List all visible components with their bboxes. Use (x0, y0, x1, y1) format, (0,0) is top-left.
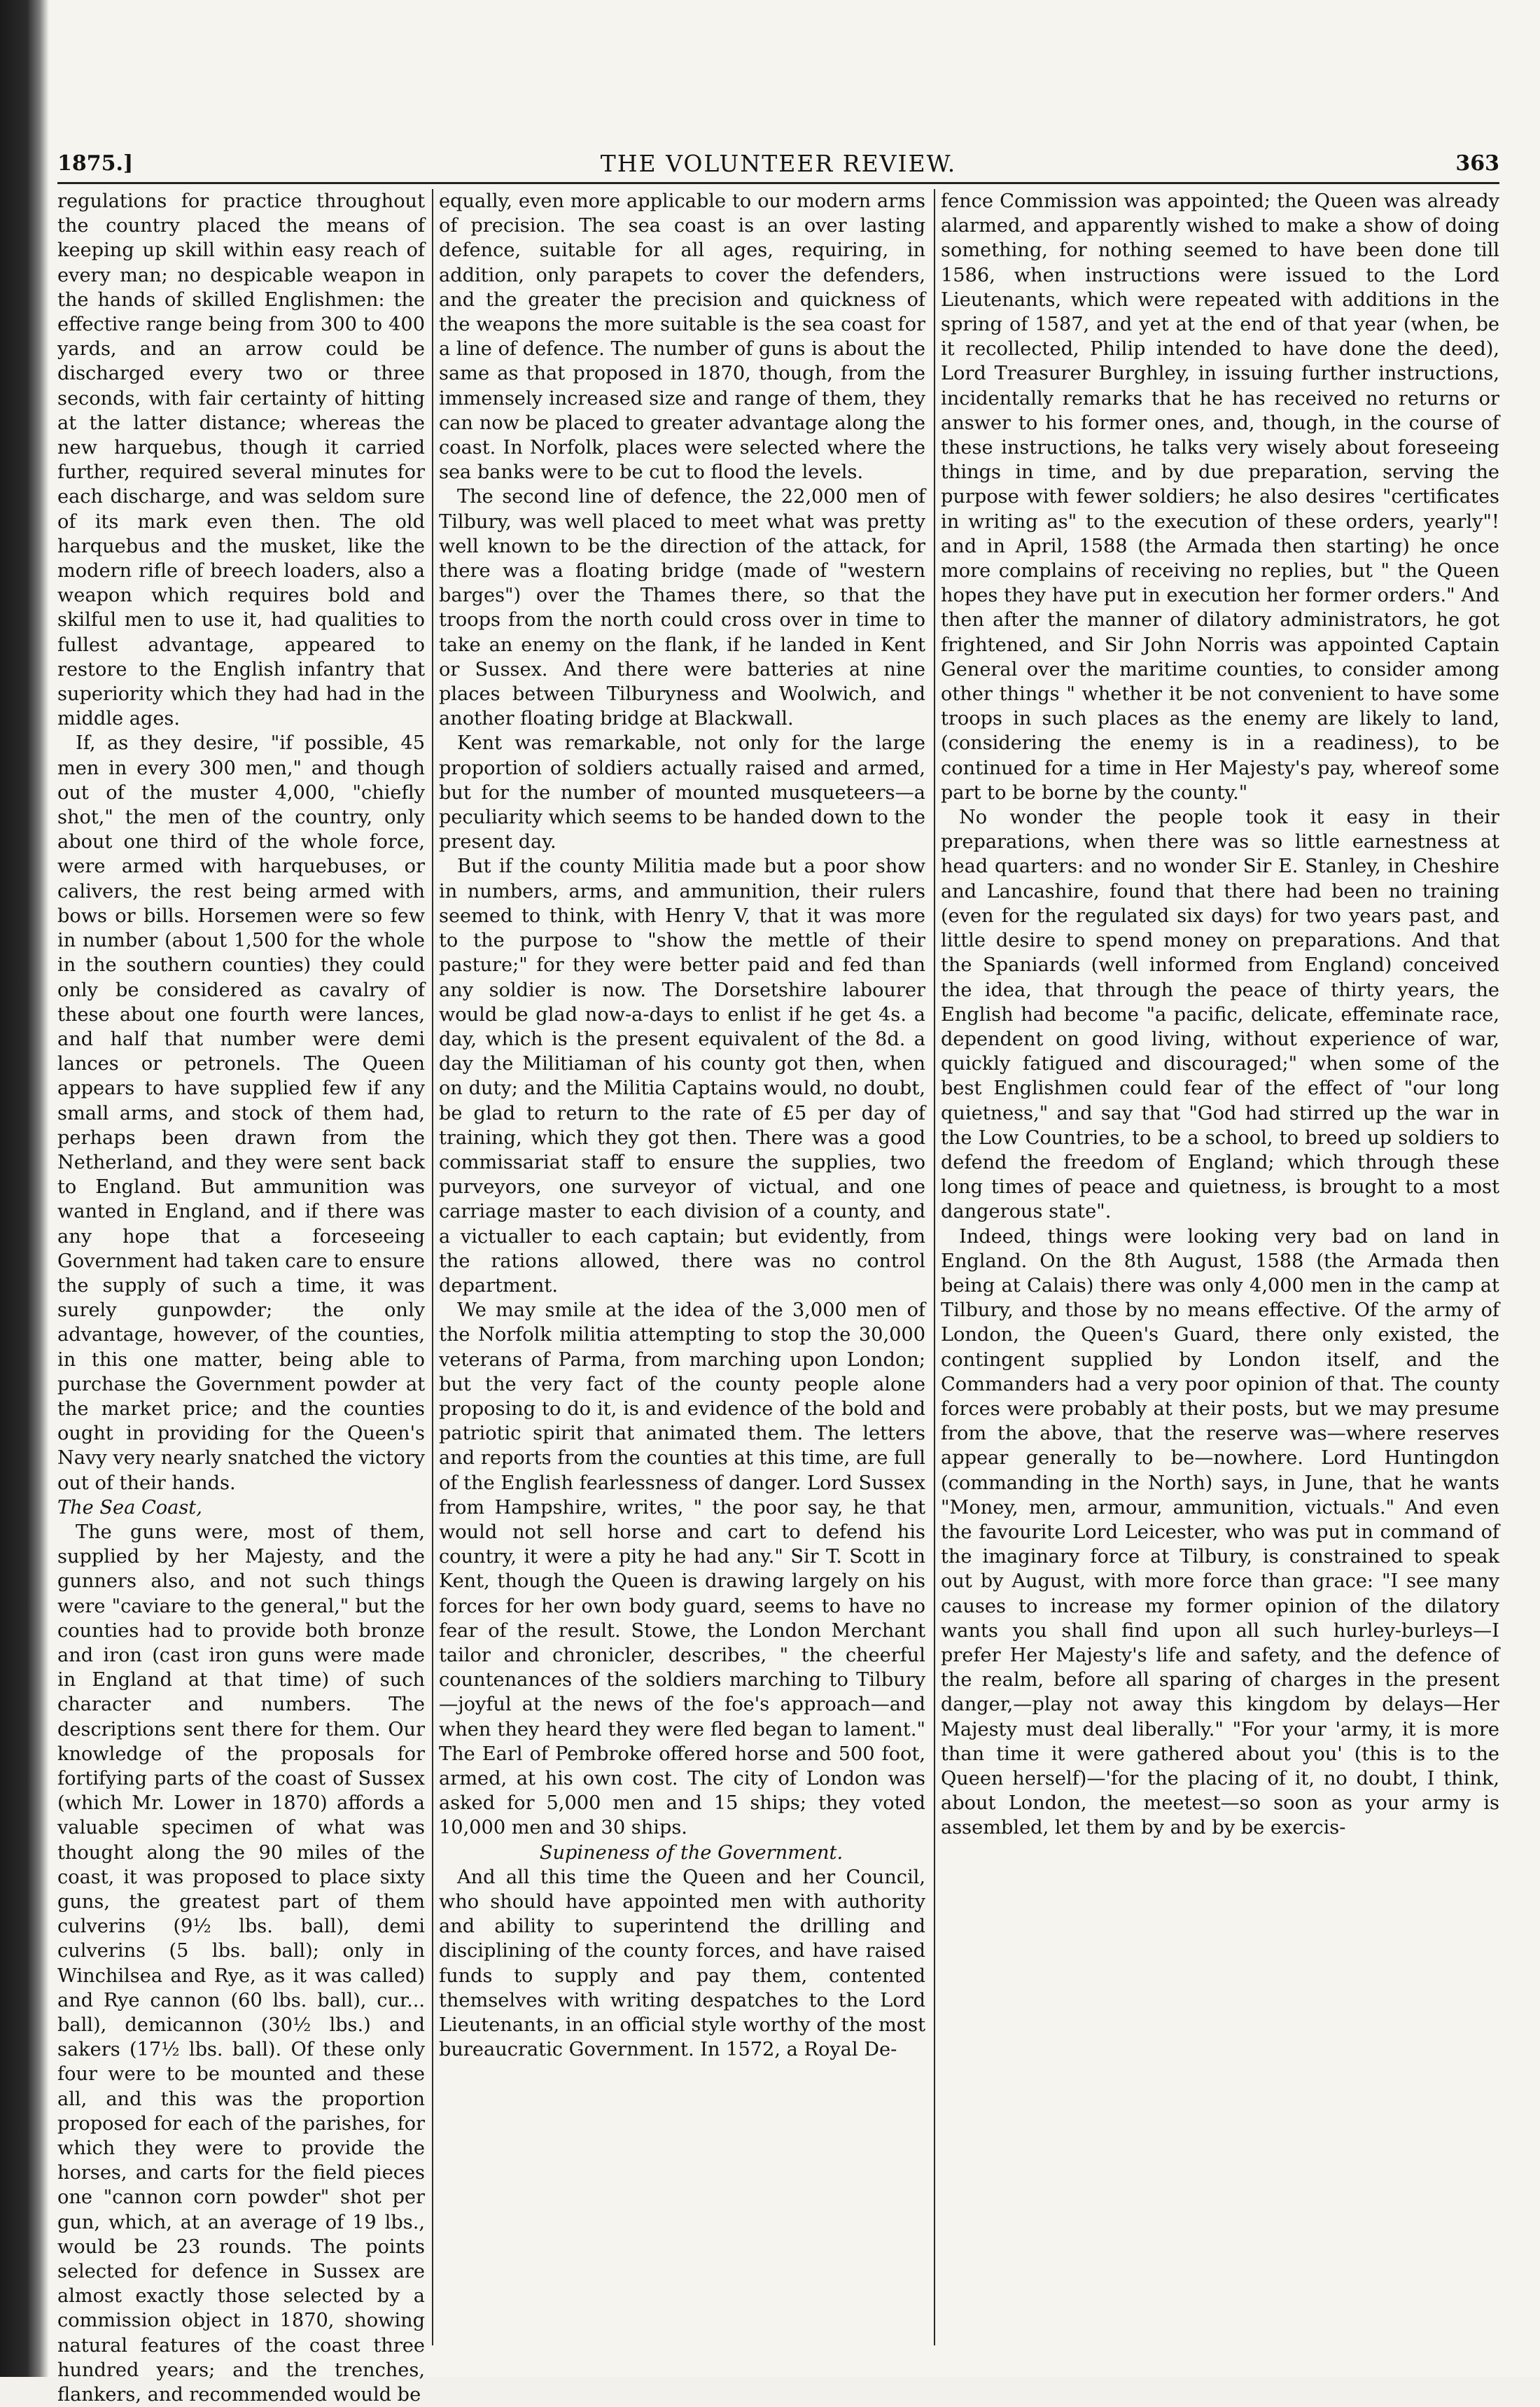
paragraph: We may smile at the idea of the 3,000 men of the Norfolk militia attempting to stop the 30,000 veterans of Parma, from marching upon London; but the very fact of the county people alone proposing to do it, is and evidence of the bold and patriotic spirit that animated them. The letters and reports from the counties at this time, are full of the English fearlessness of danger. Lord Sussex from Hampshire, writes, " the poor say, he that would not sell horse and cart to defend his country, it were a pity he had any." Sir T. Scott in Kent, though the Queen is drawing largely on his forces for her own body guard, seems to have no fear of the result. Stowe, the London Merchant tailor and chronicler, describes, " the cheerful countenances of the soldiers marching to Tilbury—joyful at the news of the foe's approach—and when they heard they were fled began to lament." The Earl of Pembroke offered horse and 500 foot, armed, at his own cost. The city of London was asked for 5,000 men and 15 ships; they voted 10,000 men and 30 ships. (439, 1299, 925, 1839)
header-title: THE VOLUNTEER REVIEW. (600, 150, 957, 177)
text-columns (57, 189, 1499, 2406)
paragraph: Indeed, things were looking very bad on land in England. On the 8th August, 1588 (the Armada then being at Calais) there was only 4,000 men in the camp at Tilbury, and those by no means effective. Of the army of London, the Queen's Guard, there only existed, the contingent supplied by London itself, and the Commanders had a very poor opinion of that. The county forces were probably at their posts, but we may presume from the above, that the reserve was—where reserves appear generally to be—nowhere. Lord Huntingdon (commanding in the North) says, in June, that he wants "Money, men, armour, ammunition, victuals." And even the favourite Lord Leicester, who was put in command of the imaginary force at Tilbury, is constrained to speak out by August, with more force than grace: "I see many causes to increase my former opinion of the dilatory wants you shall find upon all such hurley-burleys—I prefer Her Majesty's life and safety, and the defence of the realm, before all sparing of charges in the present danger,—play not away this kingdom by delays—Her Majesty must deal liberally." "For your 'army, it is more than time it were gathered about you' (this is to the Queen herself)—'for the placing of it, no doubt, I think, about London, the meetest—so soon as your army is assembled, let them by and by be exercis- (941, 1225, 1499, 1839)
column-1 (57, 189, 425, 2406)
paragraph: The guns were, most of them, supplied by her Majesty, and the gunners also, and not such things were "caviare to the general," but the counties had to provide both bronze and iron (cast iron guns were made in England at that time) of such character and numbers. The descriptions sent there for them. Our knowledge of the proposals for fortifying parts of the coast of Sussex (which Mr. Lower in 1870) affords a valuable specimen of what was thought along the 90 miles of the coast, it was proposed to place sixty guns, the greatest part of them culverins (9½ lbs. ball), demi culverins (5 lbs. ball); only in Winchilsea and Rye, as it was called) and Rye cannon (60 lbs. ball), cur... ball), demicannon (30½ lbs.) and sakers (17½ lbs. ball). Of these only four were to be mounted and these all, and this was the proportion proposed for each of the parishes, for which they were to provide the horses, and carts for the field pieces one "cannon corn powder" shot per gun, which, at an average of 19 lbs., would be 23 rounds. The points selected for defence in Sussex are almost exactly those selected by a commission object in 1870, showing natural features of the coast three hundred years; and the trenches, flankers, and recommended would be (57, 1521, 425, 2406)
page-binding-shadow (0, 0, 49, 2377)
column-2 (439, 189, 925, 2345)
paragraph: regulations for practice throughout the country placed the means of keeping up skill within easy reach of every man; no despicable weapon in the hands of skilled Englishmen: the effective range being from 300 to 400 yards, and an arrow could be discharged every two or three seconds, with fair certainty of hitting at the latter distance; whereas the new harquebus, though it carried further, required several minutes for each discharge, and was seldom sure of its mark even then. The old harquebus and the musket, like the modern rifle of breech loaders, also a weapon which requires bold and skilful men to use it, had qualities to fullest advantage, appeared to restore to the English infantry that superiority which they had had in the middle ages. (57, 190, 425, 730)
paragraph: fence Commission was appointed; the Queen was already alarmed, and apparently wished to make a show of doing something, for nothing seemed to have been done till 1586, when instructions were issued to the Lord Lieutenants, which were repeated with additions in the spring of 1587, and yet at the end of that year (when, be it recollected, Philip intended to have done the deed), Lord Treasurer Burghley, in issuing further instructions, incidentally remarks that he has received no returns or answer to his former ones, and, though, in the course of these instructions, he talks very wisely about foreseeing things in time, and by due preparation, serving the purpose with fewer soldiers; he also desires "certificates in writing as" to the execution of these orders, yearly"! and in April, 1588 (the Armada then starting) he once more complains of receiving no replies, but " the Queen hopes they have put in execution her former orders." And then after the manner of dilatory administrators, he got frightened, and Sir John Norris was appointed Captain General over the maritime counties, to consider among other things " whether it be not convenient to have some troops in such places as the enemy are likely to land, (considering the enemy is in a readiness), to be continued for a time in Her Majesty's pay, whereof some part to be borne by the county." (941, 190, 1499, 804)
column-rule (934, 189, 935, 2345)
header-page-number: 363 (1455, 151, 1499, 176)
paragraph: The second line of defence, the 22,000 men of Tilbury, was well placed to meet what was pretty well known to be the direction of the attack, for there was a floating bridge (made of "western barges") over the Thames there, so that the troops from the north could cross over in time to take an enemy on the flank, if he landed in Kent or Sussex. And there were batteries at nine places between Tilburyness and Woolwich, and another floating bridge at Blackwall. (439, 486, 925, 730)
page-header (57, 148, 1499, 184)
paragraph: Kent was remarkable, not only for the large proportion of soldiers actually raised and armed, but for the number of mounted musqueteers—a peculiarity which seems to be handed down to the present day. (439, 732, 925, 853)
paragraph: No wonder the people took it easy in their preparations, when there was so little earnestness at head quarters: and no wonder Sir E. Stanley, in Cheshire and Lancashire, found that there had been no training (even for the regulated six days) for two years past, and little desire to spend money on preparations. And that the Spaniards (well informed from England) conceived the idea, that through the peace of thirty years, the English had become "a pacific, delicate, effeminate race, dependent on good living, without experience of war, quickly fatigued and discouraged;" when some of the best Englishmen could fear of the effect of "our long quietness," and say that "God had stirred up the war in the Low Countries, to be a school, to breed up soldiers to defend the freedom of England; which through these long times of peace and quietness, is brought to a most dangerous state". (941, 807, 1499, 1223)
section-heading-sea-coast: The Sea Coast, (57, 1496, 202, 1519)
paragraph: But if the county Militia made but a poor show in numbers, arms, and ammunition, their rulers seemed to think, with Henry V, that it was more to the purpose to "show the mettle of their pasture;" for they were better paid and fed than any soldier is now. The Dorsetshire labourer would be glad now-a-days to enlist if he get 4s. a day, which is the present equivalent of the 8d. a day the Militiaman of his county got then, when on duty; and the Militia Captains would, no doubt, be glad to return to the rate of £5 per day of training, which they got then. There was a good commissariat staff to ensure the supplies, two purveyors, one surveyor of victual, and one carriage master to each division of a county, and a victualler to each captain; but evidently, from the rations allowed, there was no control department. (439, 856, 925, 1297)
paragraph: If, as they desire, "if possible, 45 men in every 300 men," and though out of the muster 4,000, "chiefly shot," the men of the country, only about one third of the whole force, were armed with harquebuses, or calivers, the rest being armed with bows or bills. Horsemen were so few in number (about 1,500 for the whole in the southern counties) they could only be considered as cavalry of these about one fourth were lances, and half that number were demi lances or petronels. The Queen appears to have supplied few if any small arms, and stock of them had, perhaps been drawn from the Netherland, and they were sent back to England. But ammunition was wanted in England, and if there was any hope that a forceseeing Government had taken care to ensure the supply of such a time, it was surely gunpowder; the only advantage, however, of the counties, in this one matter, being able to purchase the Government powder at the market price; and the counties ought in providing for the Queen's Navy very nearly snatched the victory out of their hands. (57, 732, 425, 1494)
paragraph: equally, even more applicable to our modern arms of precision. The sea coast is an over lasting defence, suitable for all ages, requiring, in addition, only parapets to cover the defenders, and the greater the precision and quickness of the weapons the more suitable is the sea coast for a line of defence. The number of guns is about the same as that proposed in 1870, though, from the immensely increased size and range of them, they can now be placed to greater advantage along the coast. In Norfolk, places were selected where the sea banks were to be cut to flood the levels. (439, 190, 925, 484)
paragraph: And all this time the Queen and her Council, who should have appointed men with authority and ability to superintend the drilling and disciplining of the county forces, and have raised funds to supply and pay them, contented themselves with writing despatches to the Lord Lieutenants, in an official style worthy of the most bureaucratic Government. In 1572, a Royal De- (439, 1866, 925, 2061)
column-rule (432, 189, 433, 2345)
header-year: 1875.] (57, 151, 134, 176)
section-heading-supineness: Supineness of the Government. (539, 1841, 844, 1864)
column-3 (941, 189, 1499, 2345)
